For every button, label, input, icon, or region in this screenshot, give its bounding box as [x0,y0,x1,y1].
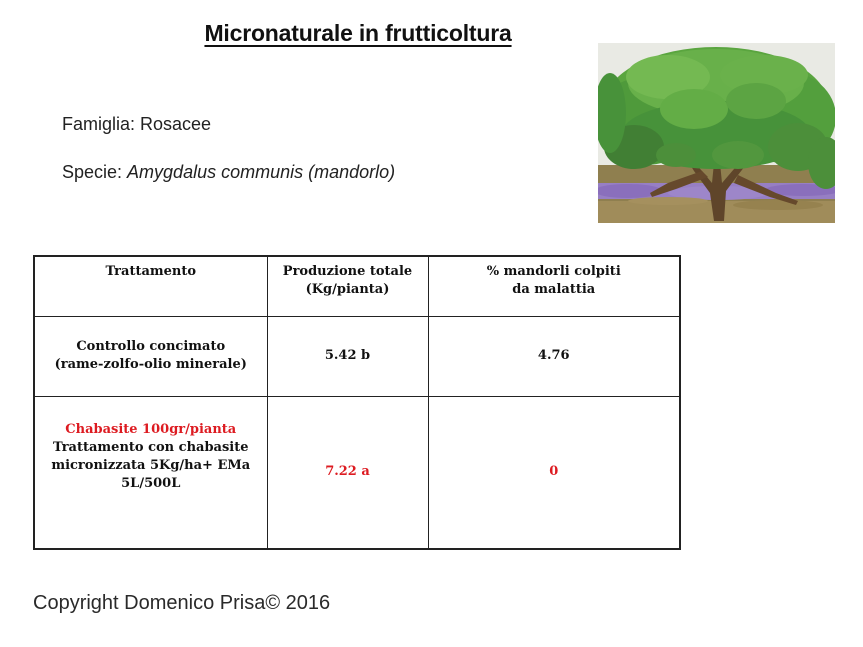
results-table [33,255,681,550]
almond-tree-illustration [598,43,835,223]
cell-controllo-treatment [34,316,267,396]
header-mandorli-line2: da malattia [512,282,596,297]
cell-chabasite-production: 7.22 a [267,396,428,549]
header-trattamento [34,256,267,316]
table-row-controllo [34,316,680,396]
cell-chabasite-treatment [34,396,267,549]
chabasite-line3: 5L/500L [121,475,181,491]
header-trattamento-text: Trattamento [105,264,197,279]
copyright-line: Copyright Domenico Prisa© 2016 [33,592,331,614]
header-produzione [267,256,428,316]
chabasite-title: Chabasite 100gr/pianta [65,421,237,437]
specie-label: Specie: [62,162,128,182]
header-produzione-line2: (Kg/pianta) [305,282,390,297]
header-mandorli [428,256,680,316]
page-title: Micronaturale in frutticoltura [204,20,512,46]
specie-line [62,162,395,183]
cell-chabasite-disease: 0 [428,396,680,549]
controllo-line1: Controllo concimato [76,339,226,354]
almond-tree-photo [598,43,835,223]
header-mandorli-line1: % mandorli colpiti [486,264,621,279]
specie-value: Amygdalus communis (mandorlo) [127,162,396,182]
header-produzione-line1: Produzione totale [282,264,413,279]
table-row-chabasite [34,396,680,549]
table-header-row [34,256,680,316]
controllo-line2: (rame-zolfo-olio minerale) [54,357,247,372]
cell-controllo-production: 5.42 b [267,316,428,396]
chabasite-line2: micronizzata 5Kg/ha+ EMa [51,457,251,473]
chabasite-line1: Trattamento con chabasite [52,439,249,455]
famiglia-line: Famiglia: Rosacee [62,114,212,134]
cell-controllo-disease: 4.76 [428,316,680,396]
